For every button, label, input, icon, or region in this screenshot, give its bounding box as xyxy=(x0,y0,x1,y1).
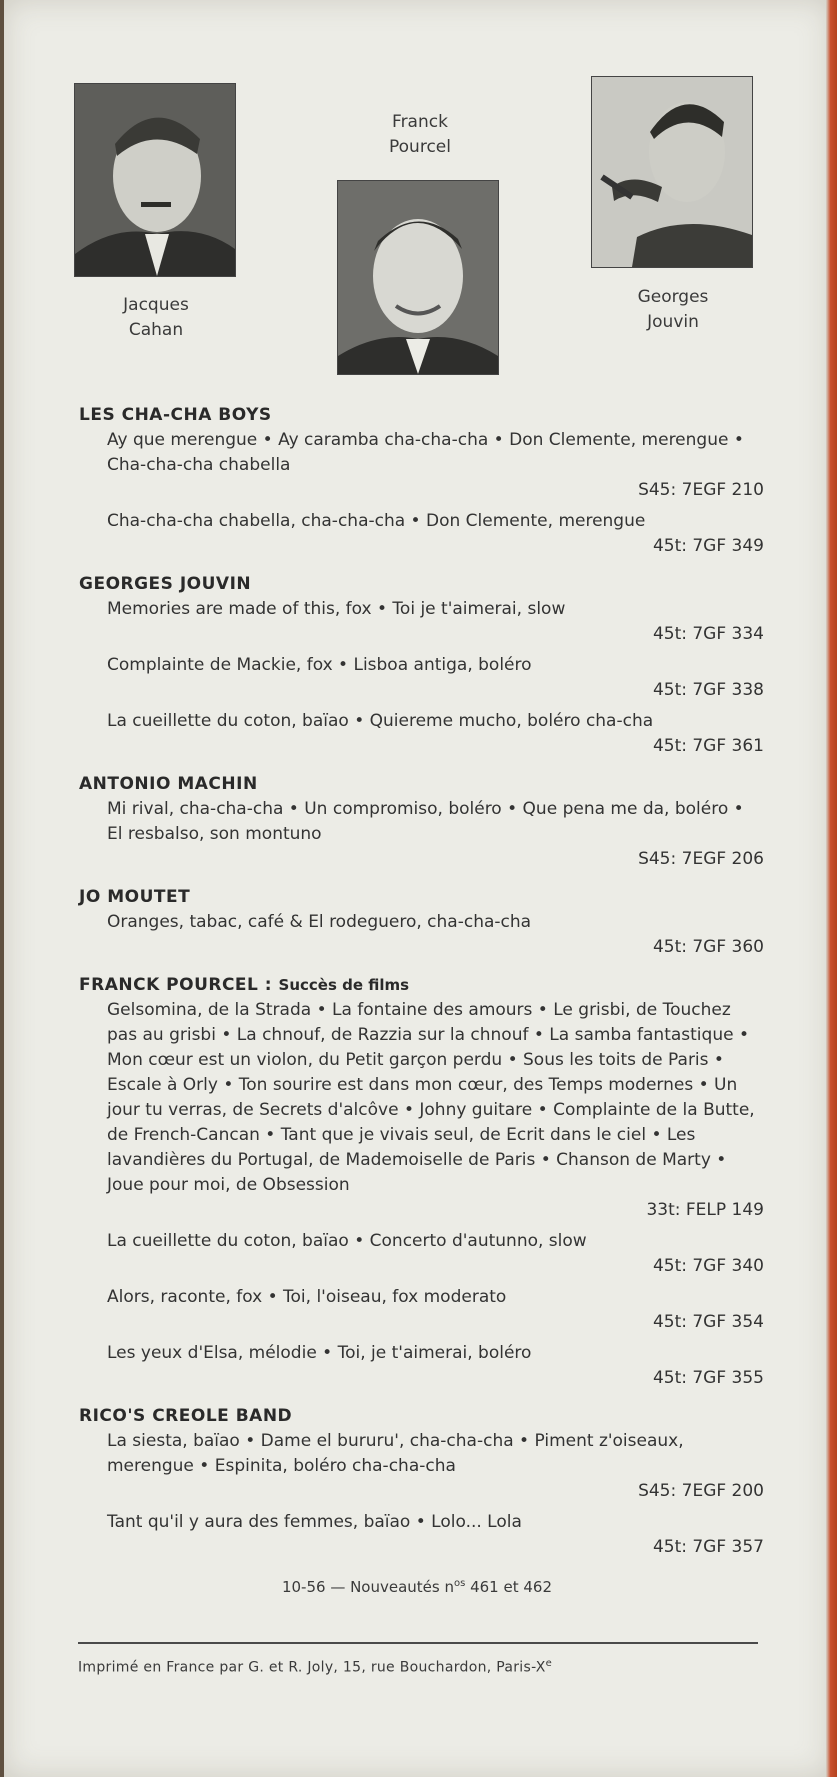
record-titles: Les yeux d'Elsa, mélodie • Toi, je t'aimerai, boléro xyxy=(107,1343,532,1363)
record-catalog: 45t: 7GF 355 xyxy=(652,1368,764,1388)
artist-subtitle: Succès de films xyxy=(278,976,410,994)
portrait-jacques-cahan xyxy=(74,83,236,277)
artist-section xyxy=(79,973,764,1391)
artist-name: ANTONIO MACHIN xyxy=(79,774,258,794)
artist-section xyxy=(79,1404,764,1560)
portrait-georges-jouvin xyxy=(591,76,753,268)
record-catalog: 33t: FELP 149 xyxy=(646,1200,764,1220)
record-titles: Tant qu'il y aura des femmes, baïao • Lolo... Lola xyxy=(107,1512,522,1532)
record-catalog: 45t: 7GF 357 xyxy=(652,1537,764,1557)
record-entry xyxy=(79,797,764,872)
record-catalog: S45: 7EGF 200 xyxy=(638,1481,764,1501)
caption-franck-pourcel: Franck Pourcel xyxy=(389,112,451,157)
record-catalog: S45: 7EGF 210 xyxy=(638,480,764,500)
record-entry xyxy=(79,1229,764,1279)
record-titles: Memories are made of this, fox • Toi je t'aimerai, slow xyxy=(107,599,566,619)
record-entry xyxy=(79,910,764,960)
record-entry xyxy=(79,509,764,559)
artist-name: GEORGES JOUVIN xyxy=(79,574,252,594)
record-catalog: 45t: 7GF 360 xyxy=(652,937,764,957)
edition-note: 10-56 — Nouveautés $n^{os}$ 461 et 462 xyxy=(281,1578,553,1596)
record-entry xyxy=(79,1285,764,1335)
record-titles: Cha-cha-cha chabella, cha-cha-cha • Don Clemente, merengue xyxy=(107,511,646,531)
record-titles: Complainte de Mackie, fox • Lisboa antiga, boléro xyxy=(107,655,532,675)
record-entry xyxy=(79,709,764,759)
record-entry xyxy=(79,1510,764,1560)
record-titles: La siesta, baïao • Dame el bururu', cha-cha-cha • Piment z'oiseaux, merengue • Espinita, boléro cha-cha-cha xyxy=(107,1431,684,1476)
record-titles: Ay que merengue • Ay caramba cha-cha-cha • Don Clemente, merengue • Cha-cha-cha chabella xyxy=(107,430,744,475)
record-titles: Oranges, tabac, café & El rodeguero, cha-cha-cha xyxy=(107,912,532,932)
artist-name: RICO'S CREOLE BAND xyxy=(79,1406,293,1426)
record-catalog: S45: 7EGF 206 xyxy=(638,849,764,869)
record-catalog: 45t: 7GF 338 xyxy=(652,680,764,700)
record-entry xyxy=(79,1429,764,1504)
record-entry xyxy=(79,1341,764,1391)
record-listing xyxy=(79,403,764,1573)
record-catalog: 45t: 7GF 349 xyxy=(652,536,764,556)
artist-name xyxy=(79,973,764,998)
record-entry xyxy=(79,653,764,703)
divider-rule xyxy=(78,1642,758,1644)
record-catalog: 45t: 7GF 354 xyxy=(652,1312,764,1332)
caption-georges-jouvin: Georges Jouvin xyxy=(637,287,709,332)
artist-name-text: FRANCK POURCEL : xyxy=(79,975,273,995)
record-titles: La cueillette du coton, baïao • Concerto d'autunno, slow xyxy=(107,1231,587,1251)
printer-imprint: Imprimé en France par G. et R. Joly, 15, rue Bouchardon, Paris-Xe xyxy=(78,1658,553,1676)
portrait-franck-pourcel xyxy=(337,180,499,375)
artist-section xyxy=(79,572,764,759)
record-catalog: 45t: 7GF 361 xyxy=(652,736,764,756)
booklet-edge xyxy=(826,0,837,1777)
record-titles: La cueillette du coton, baïao • Quiereme mucho, boléro cha-cha xyxy=(107,711,654,731)
record-entry xyxy=(79,998,764,1223)
caption-jacques-cahan: Jacques Cahan xyxy=(123,295,189,340)
catalog-page xyxy=(4,0,830,1777)
record-catalog: 45t: 7GF 334 xyxy=(652,624,764,644)
record-titles: Alors, raconte, fox • Toi, l'oiseau, fox moderato xyxy=(107,1287,507,1307)
artist-section xyxy=(79,403,764,559)
record-entry xyxy=(79,428,764,503)
record-entry xyxy=(79,597,764,647)
artist-section xyxy=(79,772,764,872)
artist-name: JO MOUTET xyxy=(79,887,191,907)
artist-section xyxy=(79,885,764,960)
record-catalog: 45t: 7GF 340 xyxy=(652,1256,764,1276)
record-titles: Gelsomina, de la Strada • La fontaine des amours • Le grisbi, de Touchez pas au grisbi • La chnouf, de Razzia sur la chnouf • La samba fantastique • Mon cœur est un violon, du Petit garçon perdu • Sous les toits de Paris • Escale à Orly • Ton sourire est dans mon cœur, des Temps modernes • Un jour tu verras, de Secrets d'alcôve • Johny guitare • Complainte de la Butte, de French-Cancan • Tant que je vivais seul, de Ecrit dans le ciel • Les lavandières du Portugal, de Mademoiselle de Paris • Chanson de Marty • Joue pour moi, de Obsession xyxy=(107,1000,755,1195)
record-titles: Mi rival, cha-cha-cha • Un compromiso, boléro • Que pena me da, boléro • El resbalso, son montuno xyxy=(107,799,744,844)
artist-name: LES CHA-CHA BOYS xyxy=(79,405,272,425)
